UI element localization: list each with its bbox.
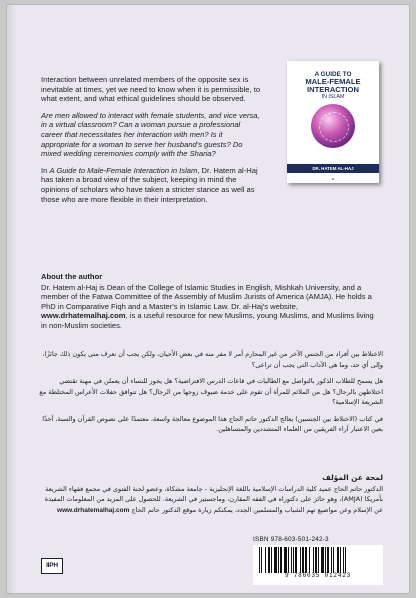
book-title-line-2: MALE-FEMALE — [305, 77, 361, 86]
barcode-bar — [288, 547, 289, 573]
barcode — [253, 545, 383, 585]
about-text-2: , is a useful resource for new Muslims, young Muslims, and Muslims living in non-Muslim societies. — [41, 311, 374, 330]
cover-globe-image — [311, 104, 355, 148]
arabic-author-website: www.drhatemalhaj.com — [57, 506, 130, 514]
arabic-paragraph-2: هل يسمح للطلاب الذكور بالتواصل مع الطالبات في قاعات الدرس الافتراضية؟ هل يجوز للنساء أن يعملن في مهنة تقتضي اختلاطهن بالرجال؟ هل من الملائم للمرأة أن تقوم على خدمة ضيوف زوجها من الرجال؟ هل تتوافق حفلات الأعراس المختلطة مع الشريعة الإسلامية؟ — [39, 377, 383, 406]
intro-paragraph: Interaction between unrelated members of the opposite sex is inevitable at times, yet we need to know when it is permissible, to what extent, and what ethical guidelines should be observed. — [41, 75, 261, 104]
barcode-bar — [261, 547, 262, 573]
guide-prefix: In — [41, 165, 50, 175]
guide-paragraph — [41, 166, 261, 204]
barcode-bar — [333, 547, 334, 573]
barcode-bar — [325, 547, 326, 573]
author-website: www.drhatemalhaj.com — [41, 311, 126, 321]
arabic-paragraph-1: الاختلاط بين أفراد من الجنس الآخر من غير المحارم أمر لا مفر منه في بعض الأحيان، ولكن يجب أن نعرف متى يكون ذلك جائزًا، وإلى أي حد، وما هي الآداب التي يجب أن تراعى؟ — [42, 350, 383, 369]
questions-paragraph: Are men allowed to interact with female students, and vice versa, in a virtual classroom? Can a woman pursue a professional career that necessitates her interaction with men? Is it appropriate for a woman to serve her husband's guests? Do mixed wedding ceremonies comply with the Sharia? — [41, 110, 260, 159]
barcode-bar — [343, 547, 344, 573]
barcode-bar — [318, 547, 319, 573]
barcode-bar — [321, 547, 324, 573]
barcode-bar — [278, 547, 279, 573]
barcode-bar — [345, 547, 346, 573]
about-text-1: Dr. Hatem al-Haj is Dean of the College of Islamic Studies in English, Mishkah University, and a member of the Fatwa Committee of the Assembly of Muslim Jurists of America (AMJA). He holds a PhD in Comparative Fiqh and a Master's in Islamic Law. Dr. al-Haj's website, — [41, 282, 372, 311]
book-publisher-mark: ■ — [332, 177, 334, 181]
barcode-bar — [309, 547, 310, 573]
arabic-blurb — [37, 349, 383, 441]
arabic-about-heading: لمحة عن المؤلف — [322, 473, 383, 482]
barcode-bar — [284, 547, 287, 573]
barcode-bar — [315, 547, 317, 573]
barcode-bar — [280, 547, 282, 573]
barcode-bar — [331, 547, 332, 573]
about-author — [41, 272, 381, 338]
book-title-line-3: INTERACTION — [307, 85, 359, 94]
back-cover — [6, 4, 410, 594]
arabic-paragraph-3: في كتاب (الاختلاط بين الجنسين) يعالج الدكتور حاتم الحاج هذا الموضوع معالجة واسعة، معتمدًا على نصوص القرآن والسنة، آخذًا بعين الاعتبار آراء الفريقين من العلماء المتشددين والمتساهلين. — [42, 414, 383, 433]
barcode-bar — [340, 547, 341, 573]
about-heading: About the author — [41, 272, 103, 281]
book-thumbnail — [287, 61, 379, 183]
book-author: DR. HATEM AL-HAJ — [287, 164, 379, 173]
barcode-bar — [259, 547, 260, 573]
barcode-bar — [268, 547, 270, 573]
book-title-line-1: A GUIDE TO — [314, 71, 352, 78]
book-title-line-4: IN ISLAM — [321, 94, 345, 100]
barcode-bar — [265, 547, 266, 573]
barcode-bar — [274, 547, 277, 573]
arabic-author-text: الدكتور حاتم الحاج عميد كلية الدراسات الإسلامية باللغة الإنجليزية - جامعة مشكاة، وعضو لجنة الفتوى في مجمع فقهاء الشريعة بأمريكا (AMJA)، وهو حائز على دكتوراه في الفقه المقارن، وماجستير في الشريعة. للحصول على المزيد من المعلومات المفيدة عن الإسلام وعن مواضيع تهم الشباب والمسلمين الجدد، يمكنكم زيارة موقع الدكتور حاتم الحاج — [44, 484, 383, 514]
barcode-bar — [293, 547, 294, 573]
arabic-about-author — [37, 473, 383, 522]
about-paragraph — [41, 283, 381, 331]
barcode-bar — [337, 547, 339, 573]
barcode-bar — [295, 547, 297, 573]
barcode-bars — [257, 547, 379, 573]
barcode-bar — [302, 547, 304, 573]
barcode-bar — [327, 547, 329, 573]
intro-text — [41, 75, 261, 211]
isbn-label: ISBN 978-603-501-242-3 — [253, 536, 329, 543]
arabic-author-paragraph — [37, 484, 383, 517]
barcode-bar — [305, 547, 307, 573]
barcode-bar — [291, 547, 292, 573]
barcode-bar — [300, 547, 301, 573]
barcode-bar — [271, 547, 272, 573]
barcode-digits: 9 786035 012423 — [284, 572, 351, 579]
barcode-bar — [313, 547, 314, 573]
publisher-logo: IIPH — [41, 558, 63, 574]
guide-title: A Guide to Male-Female Interaction in Islam — [49, 165, 198, 175]
guide-description: , Dr. Hatem al-Haj has taken a broad view of the subject, keeping in mind the opinions of scholars who have taken a stricter stance as well as those who are more flexible in their interpretation. — [41, 165, 258, 204]
